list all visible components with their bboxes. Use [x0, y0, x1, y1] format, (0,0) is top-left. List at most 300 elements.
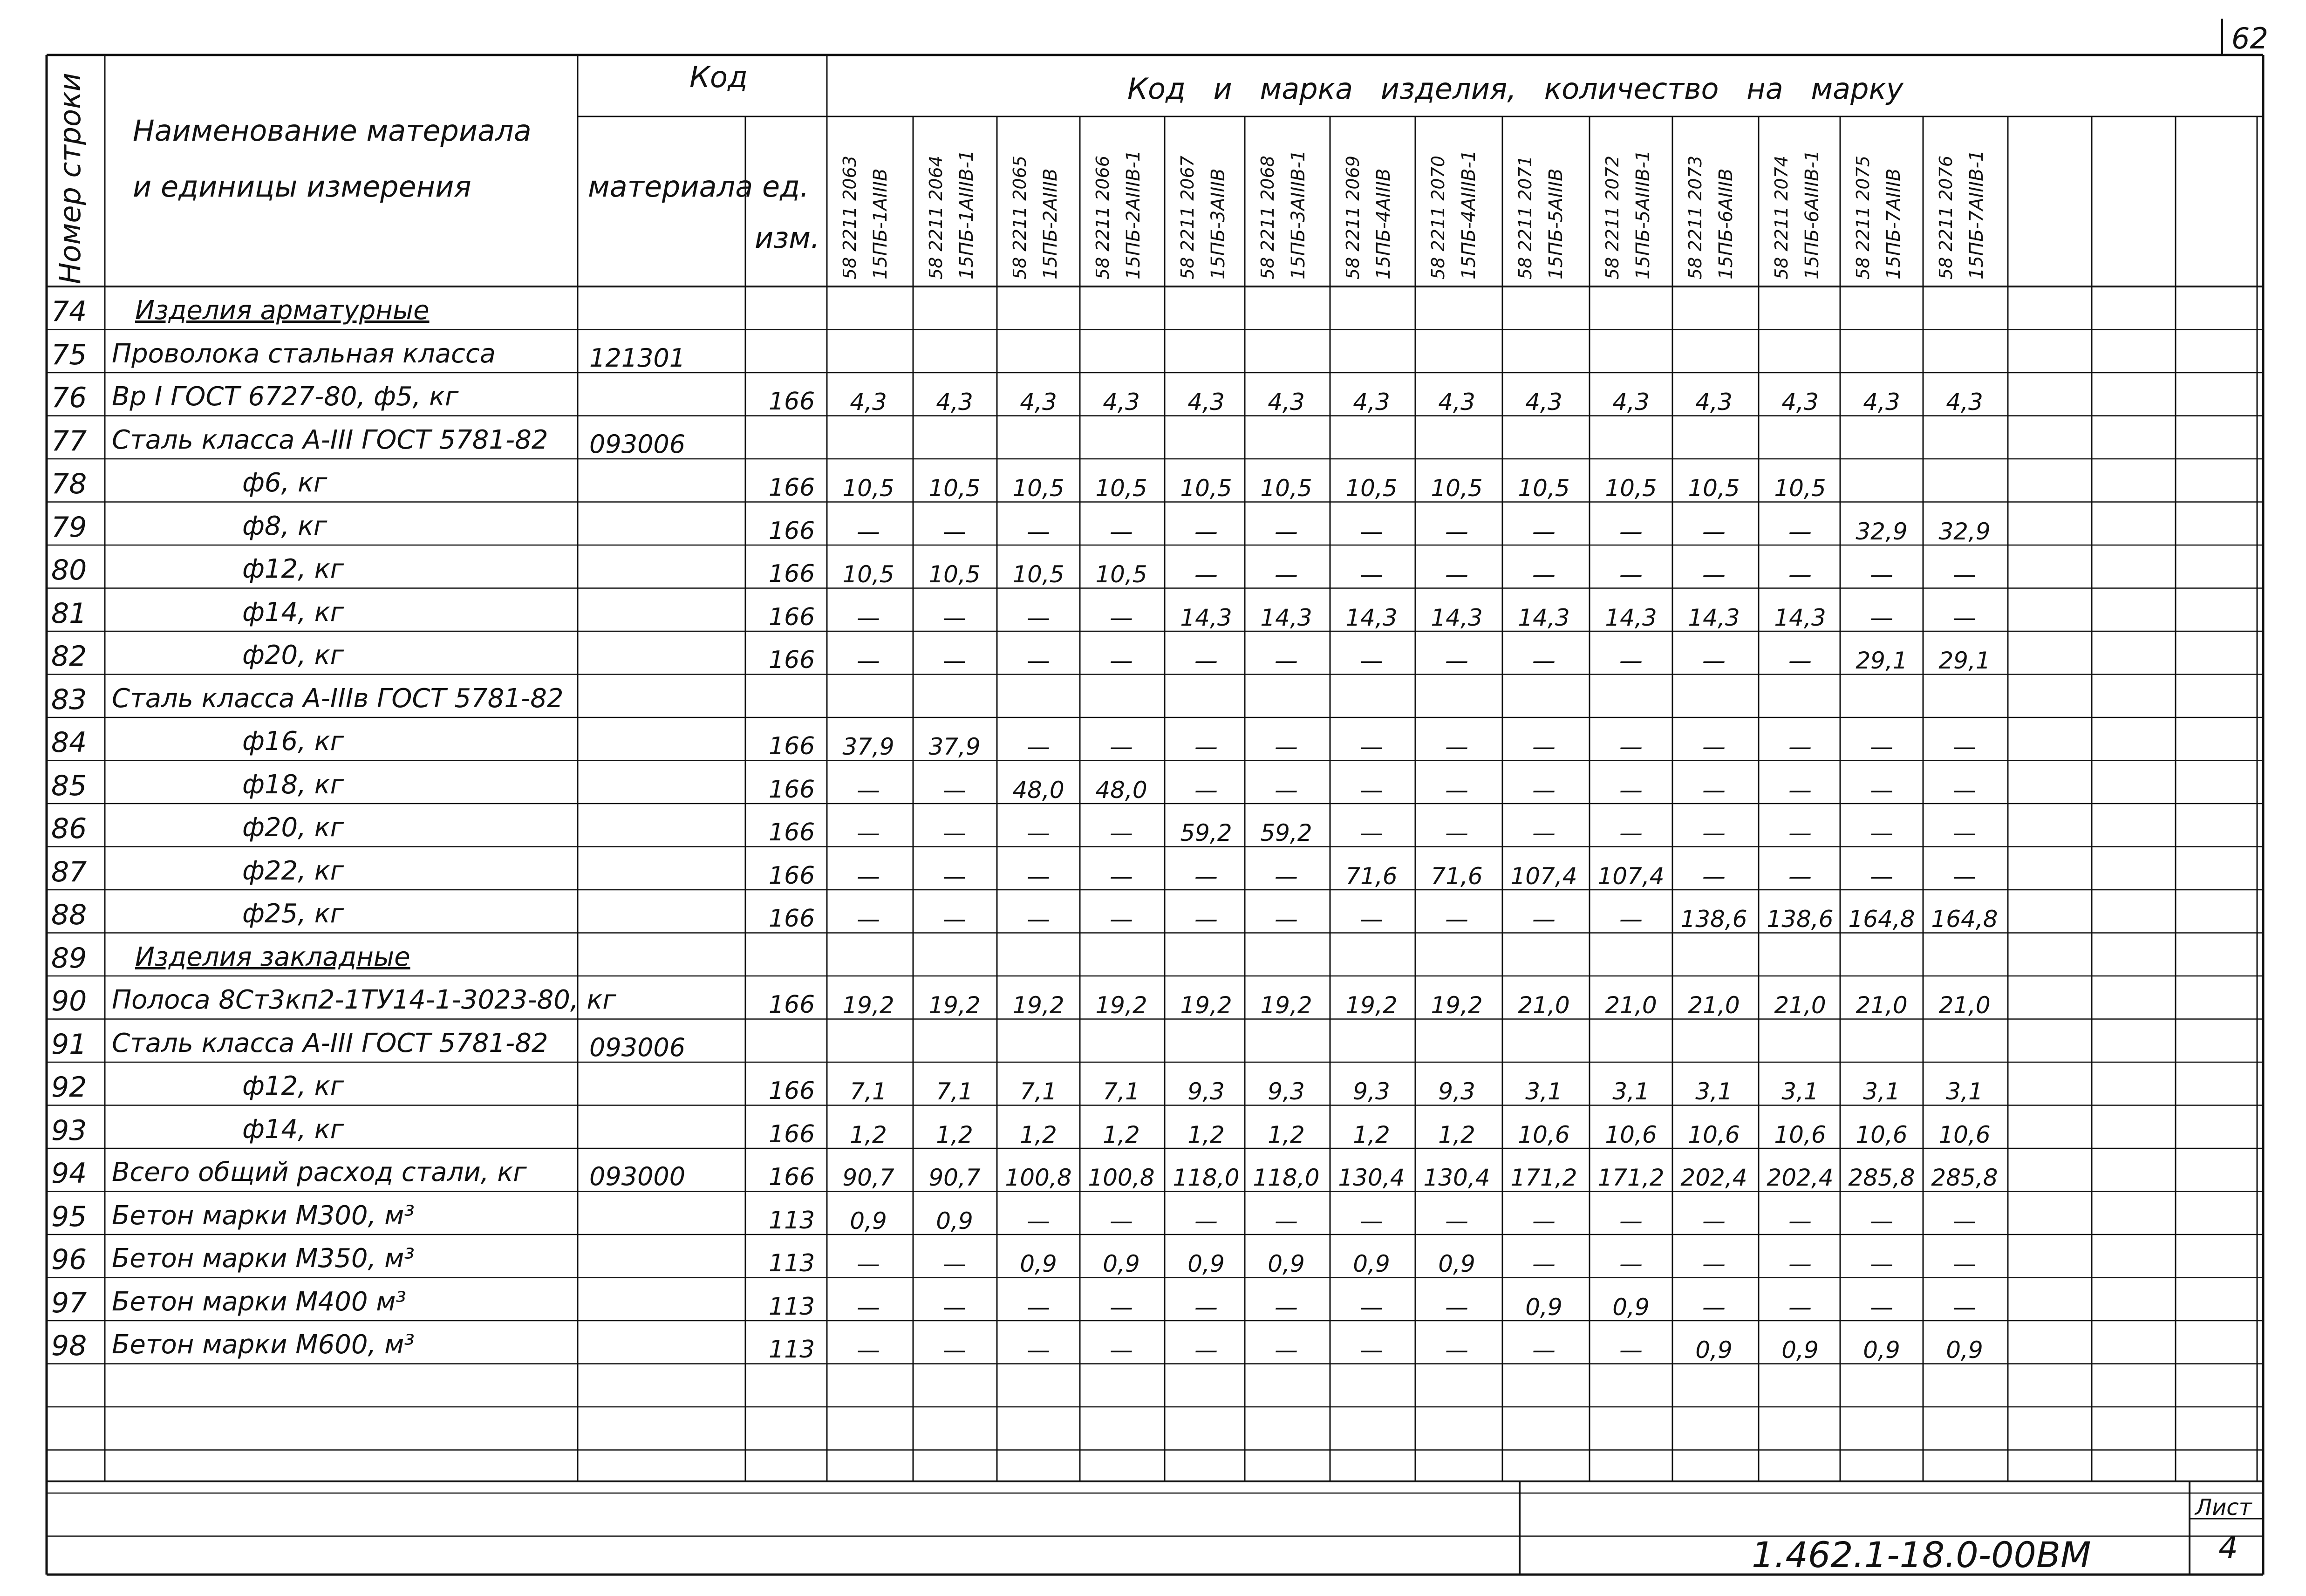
header-name-line1: Наименование материала: [133, 114, 532, 148]
cell-value: —: [1275, 733, 1298, 760]
cell-value: —: [857, 647, 880, 674]
cell-value: 4,3: [1103, 389, 1140, 416]
cell-value: —: [1788, 1293, 1812, 1321]
material-name: ф18, кг: [242, 769, 344, 800]
cell-value: —: [1445, 733, 1468, 760]
cell-value: —: [1110, 518, 1133, 545]
row-number: 95: [51, 1200, 87, 1233]
cell-value: —: [1027, 906, 1050, 933]
unit-code: 113: [769, 1206, 815, 1235]
cell-value: 285,8: [1848, 1164, 1915, 1191]
sheet-label: Лист: [2195, 1494, 2252, 1521]
cell-value: —: [1532, 647, 1556, 674]
cell-value: 71,6: [1345, 862, 1398, 890]
mark-code: 58 2211 2074: [1771, 156, 1792, 280]
cell-value: 0,9: [1695, 1337, 1733, 1364]
cell-value: —: [943, 776, 966, 804]
cell-value: 19,2: [1260, 992, 1312, 1019]
unit-code: 166: [769, 388, 815, 416]
cell-value: 171,2: [1510, 1164, 1577, 1191]
cell-value: 90,7: [928, 1164, 981, 1191]
cell-value: —: [1788, 862, 1812, 890]
cell-value: —: [1532, 1250, 1556, 1277]
cell-value: 4,3: [1353, 389, 1390, 416]
material-name: ф12, кг: [242, 554, 344, 584]
header-unit-line2: изм.: [755, 221, 820, 255]
cell-value: 118,0: [1253, 1164, 1320, 1191]
cell-value: 0,9: [1863, 1337, 1900, 1364]
cell-value: 19,2: [1431, 992, 1483, 1019]
cell-value: —: [1870, 862, 1893, 890]
cell-value: —: [1275, 776, 1298, 804]
cell-value: —: [1532, 776, 1556, 804]
cell-value: 1,2: [1353, 1121, 1390, 1148]
cell-value: —: [1445, 647, 1468, 674]
cell-value: —: [1532, 819, 1556, 846]
cell-value: —: [857, 604, 880, 631]
unit-code: 166: [769, 560, 815, 588]
material-name: Сталь класса А-III ГОСТ 5781-82: [112, 1028, 548, 1058]
cell-value: 7,1: [936, 1078, 973, 1105]
mark-name: 15ПБ-4АIIIВ-1: [1458, 150, 1480, 280]
material-name: Полоса 8Ст3кп2-1ТУ14-1-3023-80, кг: [112, 985, 616, 1015]
cell-value: 10,5: [1095, 561, 1147, 588]
mark-code: 58 2211 2068: [1257, 156, 1278, 280]
cell-value: —: [1194, 1293, 1218, 1321]
row-number: 83: [51, 683, 87, 716]
unit-code: 166: [769, 1120, 815, 1148]
cell-value: 10,5: [1774, 475, 1826, 502]
cell-value: —: [1275, 862, 1298, 890]
cell-value: 37,9: [928, 733, 981, 760]
cell-value: —: [943, 1293, 966, 1321]
mark-name: 15ПБ-2АIIIВ-1: [1123, 150, 1144, 280]
cell-value: —: [1953, 1250, 1976, 1277]
cell-value: —: [1110, 647, 1133, 674]
cell-value: 14,3: [1180, 604, 1232, 631]
material-name: Бетон марки М400 м³: [112, 1286, 406, 1317]
header-marks-title: Код и марка изделия, количество на марку: [1127, 72, 1903, 106]
mark-code: 58 2211 2076: [1936, 156, 1956, 280]
cell-value: —: [1275, 647, 1298, 674]
cell-value: 7,1: [1103, 1078, 1140, 1105]
cell-value: 10,5: [1345, 475, 1398, 502]
cell-value: —: [1027, 819, 1050, 846]
row-number: 96: [51, 1243, 87, 1276]
cell-value: 37,9: [842, 733, 894, 760]
cell-value: —: [1445, 776, 1468, 804]
mark-name: 15ПБ-5АIIIВ: [1545, 168, 1567, 280]
cell-value: 14,3: [1605, 604, 1657, 631]
cell-value: —: [1194, 1337, 1218, 1364]
cell-value: —: [1788, 819, 1812, 846]
cell-value: —: [857, 906, 880, 933]
cell-value: 0,9: [1353, 1250, 1390, 1277]
cell-value: —: [1702, 862, 1726, 890]
material-code: 093000: [589, 1162, 686, 1191]
material-name: Изделия закладные: [135, 941, 410, 972]
cell-value: —: [1953, 862, 1976, 890]
cell-value: 21,0: [1605, 992, 1657, 1019]
row-number: 81: [51, 597, 87, 630]
cell-value: —: [943, 862, 966, 890]
mark-code: 58 2211 2067: [1177, 156, 1198, 280]
cell-value: —: [1619, 561, 1643, 588]
cell-value: —: [1360, 1207, 1383, 1235]
cell-value: —: [1110, 1293, 1133, 1321]
mark-name: 15ПБ-1АIIIВ-1: [956, 150, 977, 280]
cell-value: —: [1275, 1337, 1298, 1364]
row-number: 94: [51, 1157, 87, 1190]
material-name: ф8, кг: [242, 511, 327, 541]
cell-value: 10,5: [1012, 561, 1064, 588]
cell-value: 10,5: [928, 475, 981, 502]
unit-code: 113: [769, 1336, 815, 1364]
cell-value: —: [1532, 906, 1556, 933]
cell-value: —: [1110, 604, 1133, 631]
cell-value: —: [1870, 1207, 1893, 1235]
mark-name: 15ПБ-6АIIIВ-1: [1801, 150, 1823, 280]
cell-value: —: [1619, 906, 1643, 933]
cell-value: 100,8: [1088, 1164, 1155, 1191]
row-number: 74: [51, 295, 87, 328]
cell-value: —: [1360, 819, 1383, 846]
cell-value: 71,6: [1431, 862, 1483, 890]
cell-value: 32,9: [1856, 518, 1908, 545]
cell-value: 7,1: [850, 1078, 887, 1105]
material-name: Сталь класса А-IIIв ГОСТ 5781-82: [112, 683, 564, 714]
material-name: ф6, кг: [242, 468, 327, 498]
cell-value: 32,9: [1938, 518, 1991, 545]
cell-value: 4,3: [1695, 389, 1733, 416]
cell-value: 10,5: [928, 561, 981, 588]
cell-value: —: [943, 1250, 966, 1277]
cell-value: 19,2: [1012, 992, 1064, 1019]
cell-value: —: [1870, 561, 1893, 588]
cell-value: —: [1870, 1250, 1893, 1277]
cell-value: —: [1110, 1337, 1133, 1364]
cell-value: —: [1788, 647, 1812, 674]
cell-value: 4,3: [1268, 389, 1305, 416]
row-number: 75: [51, 338, 87, 371]
cell-value: 0,9: [1268, 1250, 1305, 1277]
cell-value: 4,3: [1946, 389, 1983, 416]
cell-value: —: [1445, 1337, 1468, 1364]
cell-value: —: [857, 862, 880, 890]
cell-value: 10,5: [1518, 475, 1570, 502]
cell-value: —: [1445, 1207, 1468, 1235]
cell-value: —: [1702, 819, 1726, 846]
cell-value: 107,4: [1510, 862, 1577, 890]
cell-value: —: [1194, 561, 1218, 588]
cell-value: —: [857, 776, 880, 804]
cell-value: —: [1275, 561, 1298, 588]
cell-value: 21,0: [1774, 992, 1826, 1019]
cell-value: —: [1360, 733, 1383, 760]
cell-value: 14,3: [1431, 604, 1483, 631]
material-name: ф16, кг: [242, 726, 344, 757]
cell-value: —: [1870, 733, 1893, 760]
cell-value: —: [1027, 1337, 1050, 1364]
cell-value: —: [1870, 819, 1893, 846]
cell-value: —: [1194, 862, 1218, 890]
cell-value: —: [1275, 1293, 1298, 1321]
cell-value: 19,2: [928, 992, 981, 1019]
cell-value: 0,9: [1525, 1293, 1562, 1321]
cell-value: —: [857, 1250, 880, 1277]
cell-value: 3,1: [1781, 1078, 1819, 1105]
document-code: 1.462.1-18.0-00ВМ: [1752, 1534, 2091, 1576]
row-number: 77: [51, 424, 87, 457]
cell-value: 10,5: [1095, 475, 1147, 502]
cell-value: 10,6: [1856, 1121, 1908, 1148]
mark-code: 58 2211 2072: [1602, 156, 1623, 280]
unit-code: 166: [769, 905, 815, 933]
cell-value: 14,3: [1688, 604, 1740, 631]
material-name: Вр I ГОСТ 6727-80, ф5, кг: [112, 382, 459, 412]
cell-value: 10,6: [1605, 1121, 1657, 1148]
mark-name: 15ПБ-1АIIIВ: [870, 168, 891, 280]
mark-name: 15ПБ-5АIIIВ-1: [1632, 150, 1654, 280]
cell-value: 3,1: [1525, 1078, 1562, 1105]
cell-value: 19,2: [1095, 992, 1147, 1019]
cell-value: 10,5: [842, 561, 894, 588]
row-number: 91: [51, 1028, 87, 1061]
cell-value: 138,6: [1767, 906, 1834, 933]
row-number: 82: [51, 640, 87, 673]
material-name: Бетон марки М350, м³: [112, 1243, 415, 1274]
cell-value: 14,3: [1518, 604, 1570, 631]
cell-value: 10,5: [1431, 475, 1483, 502]
cell-value: —: [1702, 776, 1726, 804]
cell-value: 0,9: [1438, 1250, 1475, 1277]
cell-value: —: [943, 906, 966, 933]
cell-value: 9,3: [1438, 1078, 1475, 1105]
cell-value: 0,9: [936, 1207, 973, 1235]
unit-code: 166: [769, 474, 815, 502]
cell-value: 130,4: [1423, 1164, 1490, 1191]
cell-value: —: [1532, 1207, 1556, 1235]
material-name: Бетон марки М600, м³: [112, 1330, 415, 1360]
cell-value: 1,2: [1187, 1121, 1225, 1148]
row-number: 97: [51, 1286, 87, 1319]
unit-code: 113: [769, 1249, 815, 1277]
cell-value: 19,2: [1345, 992, 1398, 1019]
cell-value: 3,1: [1612, 1078, 1650, 1105]
cell-value: —: [1445, 906, 1468, 933]
material-name: ф14, кг: [242, 597, 344, 627]
row-number: 90: [51, 985, 87, 1017]
cell-value: —: [1194, 776, 1218, 804]
cell-value: —: [1870, 604, 1893, 631]
cell-value: —: [1275, 1207, 1298, 1235]
cell-value: —: [1619, 733, 1643, 760]
cell-value: 202,4: [1680, 1164, 1747, 1191]
mark-name: 15ПБ-4АIIIВ: [1373, 168, 1394, 280]
cell-value: —: [1027, 1207, 1050, 1235]
cell-value: —: [1532, 561, 1556, 588]
page-number: 62: [2231, 21, 2268, 55]
cell-value: 118,0: [1173, 1164, 1240, 1191]
unit-code: 166: [769, 1077, 815, 1105]
cell-value: —: [1619, 819, 1643, 846]
cell-value: —: [1027, 518, 1050, 545]
cell-value: 171,2: [1597, 1164, 1665, 1191]
cell-value: —: [1702, 733, 1726, 760]
cell-value: 48,0: [1095, 776, 1147, 804]
cell-value: 10,6: [1774, 1121, 1826, 1148]
cell-value: 10,5: [1688, 475, 1740, 502]
cell-value: 48,0: [1012, 776, 1064, 804]
cell-value: 0,9: [1020, 1250, 1057, 1277]
cell-value: 90,7: [842, 1164, 894, 1191]
cell-value: —: [1619, 1250, 1643, 1277]
cell-value: 100,8: [1005, 1164, 1072, 1191]
cell-value: —: [1445, 819, 1468, 846]
cell-value: —: [1870, 776, 1893, 804]
cell-value: —: [1194, 906, 1218, 933]
cell-value: 107,4: [1597, 862, 1665, 890]
cell-value: 0,9: [850, 1207, 887, 1235]
mark-name: 15ПБ-7АIIIВ-1: [1966, 150, 1987, 280]
cell-value: 21,0: [1518, 992, 1570, 1019]
header-row-number: Номер строки: [53, 73, 87, 284]
material-name: Всего общий расход стали, кг: [112, 1157, 527, 1187]
cell-value: —: [1532, 518, 1556, 545]
row-number: 93: [51, 1114, 87, 1147]
cell-value: —: [1619, 1337, 1643, 1364]
row-number: 79: [51, 511, 87, 544]
cell-value: —: [1445, 518, 1468, 545]
cell-value: —: [1027, 862, 1050, 890]
cell-value: —: [857, 1337, 880, 1364]
cell-value: 29,1: [1856, 647, 1908, 674]
cell-value: —: [1532, 733, 1556, 760]
cell-value: 21,0: [1938, 992, 1991, 1019]
cell-value: —: [1953, 561, 1976, 588]
cell-value: 4,3: [1187, 389, 1225, 416]
cell-value: 9,3: [1353, 1078, 1390, 1105]
cell-value: —: [1360, 776, 1383, 804]
cell-value: 1,2: [1020, 1121, 1057, 1148]
header-name-line2: и единицы измерения: [133, 170, 471, 204]
cell-value: —: [1194, 518, 1218, 545]
row-number: 86: [51, 812, 87, 845]
mark-code: 58 2211 2071: [1515, 156, 1535, 280]
cell-value: 1,2: [1438, 1121, 1475, 1148]
cell-value: 10,5: [1012, 475, 1064, 502]
row-number: 84: [51, 726, 87, 759]
cell-value: —: [943, 647, 966, 674]
cell-value: —: [1788, 1250, 1812, 1277]
unit-code: 166: [769, 991, 815, 1019]
cell-value: —: [1619, 518, 1643, 545]
cell-value: 9,3: [1187, 1078, 1225, 1105]
cell-value: 202,4: [1767, 1164, 1834, 1191]
cell-value: —: [1110, 906, 1133, 933]
cell-value: 14,3: [1774, 604, 1826, 631]
cell-value: —: [1619, 647, 1643, 674]
cell-value: 59,2: [1180, 819, 1232, 846]
cell-value: —: [857, 1293, 880, 1321]
row-number: 88: [51, 899, 87, 931]
row-number: 76: [51, 382, 87, 414]
cell-value: 21,0: [1856, 992, 1908, 1019]
mark-name: 15ПБ-3АIIIВ-1: [1288, 150, 1309, 280]
cell-value: 14,3: [1345, 604, 1398, 631]
mark-code: 58 2211 2063: [839, 156, 860, 280]
mark-code: 58 2211 2064: [926, 156, 946, 280]
unit-code: 166: [769, 775, 815, 804]
cell-value: 0,9: [1103, 1250, 1140, 1277]
cell-value: 0,9: [1946, 1337, 1983, 1364]
cell-value: —: [1110, 733, 1133, 760]
cell-value: 4,3: [1020, 389, 1057, 416]
material-name: ф12, кг: [242, 1071, 344, 1101]
cell-value: 59,2: [1260, 819, 1312, 846]
mark-code: 58 2211 2065: [1010, 156, 1030, 280]
cell-value: —: [1953, 1207, 1976, 1235]
cell-value: 10,5: [842, 475, 894, 502]
mark-code: 58 2211 2073: [1685, 156, 1706, 280]
mark-code: 58 2211 2066: [1092, 156, 1113, 280]
row-number: 92: [51, 1071, 87, 1104]
cell-value: 10,5: [1605, 475, 1657, 502]
cell-value: —: [1788, 733, 1812, 760]
cell-value: —: [1788, 561, 1812, 588]
cell-value: —: [1275, 906, 1298, 933]
cell-value: —: [1788, 776, 1812, 804]
cell-value: 164,8: [1931, 906, 1998, 933]
cell-value: 14,3: [1260, 604, 1312, 631]
mark-code: 58 2211 2069: [1343, 156, 1363, 280]
unit-code: 166: [769, 603, 815, 631]
cell-value: 130,4: [1338, 1164, 1405, 1191]
cell-value: 3,1: [1946, 1078, 1983, 1105]
cell-value: —: [1360, 518, 1383, 545]
material-name: Изделия арматурные: [135, 295, 430, 326]
material-code: 093006: [589, 429, 686, 459]
material-code: 093006: [589, 1032, 686, 1062]
material-name: ф14, кг: [242, 1114, 344, 1145]
cell-value: 4,3: [1438, 389, 1475, 416]
unit-code: 113: [769, 1292, 815, 1321]
mark-name: 15ПБ-6АIIIВ: [1715, 168, 1737, 280]
cell-value: 4,3: [936, 389, 973, 416]
mark-code: 58 2211 2075: [1853, 156, 1873, 280]
cell-value: —: [1110, 819, 1133, 846]
cell-value: —: [1360, 906, 1383, 933]
material-name: Сталь класса А-III ГОСТ 5781-82: [112, 424, 548, 455]
cell-value: —: [1275, 518, 1298, 545]
cell-value: 9,3: [1268, 1078, 1305, 1105]
material-name: Бетон марки М300, м³: [112, 1200, 415, 1231]
cell-value: 4,3: [1612, 389, 1650, 416]
cell-value: 0,9: [1187, 1250, 1225, 1277]
cell-value: —: [1788, 518, 1812, 545]
cell-value: —: [1360, 1337, 1383, 1364]
material-name: ф20, кг: [242, 640, 344, 670]
cell-value: —: [1110, 862, 1133, 890]
cell-value: 1,2: [936, 1121, 973, 1148]
unit-code: 166: [769, 732, 815, 760]
cell-value: —: [1870, 1293, 1893, 1321]
cell-value: 0,9: [1781, 1337, 1819, 1364]
row-number: 87: [51, 855, 87, 888]
cell-value: —: [1110, 1207, 1133, 1235]
material-name: Проволока стальная класса: [112, 338, 496, 369]
cell-value: 10,5: [1260, 475, 1312, 502]
